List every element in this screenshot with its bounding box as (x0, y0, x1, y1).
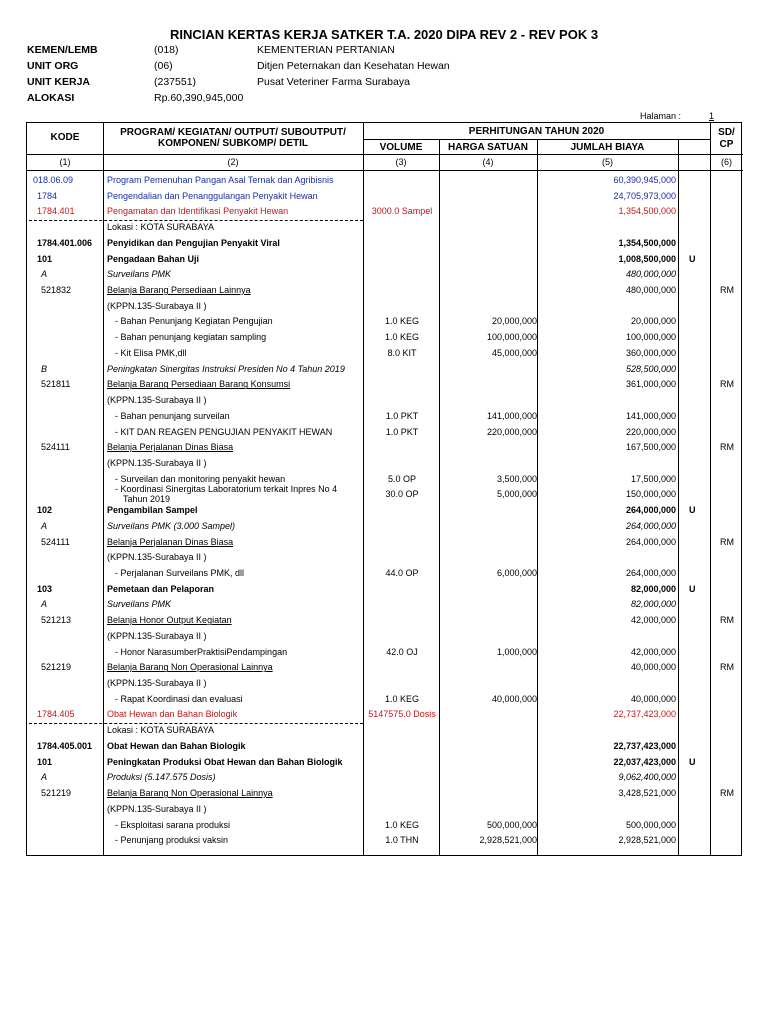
table-row (27, 660, 743, 676)
row-jumlah-biaya: 22,737,423,000 (613, 740, 676, 751)
meta-code: (018) (154, 44, 179, 56)
table-row (27, 362, 743, 378)
row-kode: 524111 (41, 442, 70, 453)
row-description: - Perjalanan Surveilans PMK, dll (115, 568, 245, 578)
row-description: (KPPN.135-Surabaya II ) (107, 395, 207, 406)
meta-name: Pusat Veteriner Farma Surabaya (257, 76, 410, 88)
row-description: Surveilans PMK (3.000 Sampel) (107, 520, 236, 531)
header-volume: VOLUME (379, 142, 423, 153)
row-jumlah-biaya: 82,000,000 (630, 599, 676, 610)
row-volume: 1.0 PKT (385, 426, 419, 437)
meta-key: UNIT ORG (27, 60, 79, 72)
table-row (27, 283, 743, 299)
row-description: - KIT DAN REAGEN PENGUJIAN PENYAKIT HEWAN (115, 426, 333, 437)
row-volume: 1.0 KEG (384, 819, 420, 830)
row-kode: 1784.401.006 (37, 237, 93, 248)
row-description: (KPPN.135-Surabaya II ) (107, 678, 207, 689)
row-jumlah-biaya: 17,500,000 (630, 473, 676, 484)
row-jumlah-biaya: 360,000,000 (625, 347, 676, 358)
row-description: Lokasi : KOTA SURABAYA (107, 222, 215, 233)
header-jumlah: JUMLAH BIAYA (570, 142, 645, 153)
row-jumlah-biaya: 264,000,000 (625, 536, 676, 547)
row-description: Surveilans PMK (107, 599, 172, 610)
row-kode: 102 (37, 505, 53, 516)
row-jumlah-biaya: 480,000,000 (625, 269, 676, 280)
table-row (27, 503, 743, 519)
row-harga-satuan: 20,000,000 (491, 316, 537, 327)
row-description: - Penunjang produksi vaksin (115, 835, 229, 846)
row-description: Lokasi : KOTA SURABAYA (107, 725, 215, 736)
table-row (27, 267, 743, 283)
row-volume: 1.0 PKT (385, 410, 419, 421)
row-description: (KPPN.135-Surabaya II ) (107, 803, 207, 814)
table-row (27, 220, 743, 236)
table-row (27, 550, 743, 566)
row-kode: B (41, 363, 48, 374)
row-harga-satuan: 6,000,000 (496, 568, 537, 578)
row-sd-cp: RM (720, 379, 734, 390)
row-jumlah-biaya: 141,000,000 (625, 410, 676, 421)
row-harga-satuan: 220,000,000 (486, 426, 537, 437)
row-jumlah-biaya: 22,037,423,000 (613, 756, 676, 767)
row-sd-cp: RM (720, 788, 734, 799)
meta-name: Ditjen Peternakan dan Kesehatan Hewan (257, 60, 450, 72)
row-jumlah-biaya: 220,000,000 (625, 426, 676, 437)
row-volume: 30.0 OP (385, 489, 419, 500)
row-description: Belanja Perjalanan Dinas Biasa (107, 442, 234, 453)
row-description: (KPPN.135-Surabaya II ) (107, 552, 207, 563)
table-row (27, 582, 743, 598)
table-row (27, 456, 743, 472)
document-title: RINCIAN KERTAS KERJA SATKER T.A. 2020 DIPA REV 2 - REV POK 3 (169, 27, 599, 42)
row-description: Surveilans PMK (107, 269, 172, 280)
table-row (27, 802, 743, 818)
row-volume: 5147575.0 Dosis (368, 709, 436, 720)
row-u-flag: U (689, 756, 696, 767)
row-description: Program Pemenuhan Pangan Asal Ternak dan Agribisnis (107, 175, 334, 185)
row-kode: 1784.405.001 (37, 740, 93, 751)
row-description: (KPPN.135-Surabaya II ) (107, 457, 207, 468)
row-jumlah-biaya: 20,000,000 (630, 316, 676, 327)
row-jumlah-biaya: 264,000,000 (625, 520, 676, 531)
halaman-label: Halaman : (640, 111, 682, 121)
row-sd-cp: RM (720, 615, 734, 626)
col-num-6: (6) (721, 157, 732, 167)
meta-name: KEMENTERIAN PERTANIAN (257, 44, 395, 56)
table-row (27, 676, 743, 692)
row-jumlah-biaya: 60,390,945,000 (613, 175, 676, 185)
row-jumlah-biaya: 264,000,000 (625, 568, 676, 578)
row-description: Belanja Honor Output Kegiatan (107, 615, 232, 626)
table-row (27, 833, 743, 849)
col-num-5: (5) (602, 157, 613, 167)
row-harga-satuan: 100,000,000 (486, 332, 537, 343)
row-jumlah-biaya: 9,062,400,000 (618, 772, 676, 783)
meta-code: Rp.60,390,945,000 (154, 92, 244, 104)
row-jumlah-biaya: 1,354,500,000 (618, 237, 676, 248)
row-kode: A (41, 269, 48, 280)
row-volume: 1.0 THN (385, 835, 419, 846)
row-kode: 1784 (37, 190, 58, 201)
header-program: PROGRAM/ KEGIATAN/ OUTPUT/ SUBOUTPUT/ KOMPONEN/ SUBKOMP/ DETIL (120, 127, 346, 149)
row-jumlah-biaya: 150,000,000 (625, 489, 676, 500)
row-kode: 521219 (41, 662, 72, 673)
row-jumlah-biaya: 100,000,000 (625, 332, 676, 343)
row-volume: 3000.0 Sampel (371, 206, 433, 217)
row-description: - Rapat Koordinasi dan evaluasi (115, 693, 243, 704)
row-sd-cp: RM (720, 442, 734, 453)
row-description: Penyidikan dan Pengujian Penyakit Viral (107, 237, 280, 248)
table-row (27, 299, 743, 315)
row-harga-satuan: 45,000,000 (491, 347, 537, 358)
table-row (27, 645, 743, 661)
table-row (27, 484, 743, 505)
table-row (27, 409, 743, 425)
budget-table (26, 122, 742, 856)
row-description: - Bahan Penunjang Kegiatan Pengujian (115, 316, 273, 327)
row-description: - Surveilan dan monitoring penyakit hewan (115, 473, 286, 484)
table-row (27, 818, 743, 834)
header-sdcp: SD/ CP (718, 127, 735, 150)
col-num-1: (1) (59, 157, 71, 167)
row-kode: 1784.401 (37, 206, 75, 217)
row-sd-cp: RM (720, 285, 734, 296)
table-row (27, 377, 743, 393)
table-row (27, 755, 743, 771)
table-row (27, 723, 743, 739)
row-jumlah-biaya: 40,000,000 (630, 693, 676, 704)
row-kode: 101 (37, 253, 53, 264)
row-volume: 8.0 KIT (387, 347, 417, 358)
row-description: Pengambilan Sampel (107, 505, 198, 516)
row-description: Belanja Barang Persediaan Barang Konsumsi (107, 379, 291, 390)
row-jumlah-biaya: 22,737,423,000 (613, 709, 676, 720)
meta-key: KEMEN/LEMB (27, 44, 98, 56)
row-kode: 521213 (41, 615, 72, 626)
row-description: Peningkatan Produksi Obat Hewan dan Bahan Biologik (107, 756, 343, 767)
row-jumlah-biaya: 1,354,500,000 (618, 206, 676, 217)
row-u-flag: U (689, 583, 696, 594)
col-num-4: (4) (482, 157, 494, 167)
row-kode: 524111 (41, 536, 70, 547)
row-kode: 018.06.09 (33, 175, 74, 185)
row-volume: 44.0 OP (385, 568, 419, 578)
halaman-number: 1 (709, 111, 715, 121)
table-row (27, 739, 743, 755)
table-row (27, 786, 743, 802)
row-description: - Eksploitasi sarana produksi (115, 819, 231, 830)
meta-code: (06) (154, 60, 173, 72)
row-description: (KPPN.135-Surabaya II ) (107, 300, 207, 311)
row-volume: 1.0 KEG (384, 332, 420, 343)
row-harga-satuan: 2,928,521,000 (479, 835, 537, 846)
row-description: Belanja Barang Non Operasional Lainnya (107, 662, 273, 673)
row-jumlah-biaya: 40,000,000 (630, 662, 676, 673)
row-sd-cp: RM (720, 662, 734, 673)
row-description: Pengamatan dan Identifikasi Penyakit Hewan (107, 206, 289, 217)
table-row (27, 236, 743, 252)
row-kode: 521832 (41, 285, 72, 296)
row-kode: A (41, 772, 48, 783)
row-jumlah-biaya: 42,000,000 (630, 646, 676, 657)
table-row (27, 173, 743, 189)
row-description: Pemetaan dan Pelaporan (107, 583, 215, 594)
table-row (27, 770, 743, 786)
header-kode: KODE (50, 132, 80, 143)
row-harga-satuan: 3,500,000 (496, 473, 537, 484)
row-description: - Koordinasi Sinergitas Laboratorium terkait Inpres No 4 Tahun 2019 (115, 484, 338, 505)
row-description: - Bahan penunjang surveilan (115, 410, 230, 421)
row-sd-cp: RM (720, 536, 734, 547)
table-row (27, 393, 743, 409)
table-row (27, 330, 743, 346)
row-kode: 1784.405 (37, 709, 75, 720)
row-harga-satuan: 500,000,000 (486, 819, 537, 830)
table-row (27, 346, 743, 362)
row-kode: 521811 (41, 379, 71, 390)
row-kode: A (41, 520, 48, 531)
table-row (27, 566, 743, 582)
row-description: Produksi (5.147.575 Dosis) (107, 772, 216, 783)
row-volume: 1.0 KEG (384, 693, 420, 704)
row-description: - Bahan penunjang kegiatan sampling (115, 332, 267, 343)
table-row (27, 252, 743, 268)
row-jumlah-biaya: 167,500,000 (625, 442, 676, 453)
row-jumlah-biaya: 500,000,000 (625, 819, 676, 830)
row-u-flag: U (689, 253, 696, 264)
row-jumlah-biaya: 480,000,000 (625, 285, 676, 296)
row-description: Obat Hewan dan Bahan Biologik (107, 740, 246, 751)
header-harga: HARGA SATUAN (448, 142, 528, 153)
table-row (27, 314, 743, 330)
row-volume: 42.0 OJ (386, 646, 418, 657)
header-perhitungan: PERHITUNGAN TAHUN 2020 (468, 126, 605, 137)
row-description: Obat Hewan dan Bahan Biologik (107, 709, 238, 720)
row-harga-satuan: 5,000,000 (496, 489, 537, 500)
table-row (27, 189, 743, 205)
row-jumlah-biaya: 1,008,500,000 (618, 253, 676, 264)
row-description: Belanja Perjalanan Dinas Biasa (107, 536, 234, 547)
row-kode: 521219 (41, 788, 72, 799)
row-jumlah-biaya: 361,000,000 (625, 379, 676, 390)
table-row (27, 692, 743, 708)
row-jumlah-biaya: 3,428,521,000 (618, 788, 676, 799)
table-row (27, 613, 743, 629)
table-row (27, 519, 743, 535)
row-jumlah-biaya: 42,000,000 (630, 615, 676, 626)
table-row (27, 425, 743, 441)
meta-key: ALOKASI (27, 92, 75, 104)
table-row (27, 629, 743, 645)
row-description: (KPPN.135-Surabaya II ) (107, 630, 207, 641)
row-u-flag: U (689, 505, 696, 516)
row-description: Belanja Barang Non Operasional Lainnya (107, 788, 273, 799)
row-jumlah-biaya: 528,500,000 (625, 363, 676, 374)
table-row (27, 440, 743, 456)
row-kode: 101 (37, 756, 53, 767)
row-description: - Honor NarasumberPraktisiPendampingan (115, 646, 288, 657)
row-jumlah-biaya: 2,928,521,000 (618, 835, 676, 846)
table-row (27, 707, 743, 723)
table-row (27, 535, 743, 551)
meta-code: (237551) (154, 76, 197, 88)
row-description: Belanja Barang Persediaan Lainnya (107, 285, 251, 296)
row-volume: 1.0 KEG (384, 316, 420, 327)
row-kode: A (41, 599, 48, 610)
row-description: Pengadaan Bahan Uji (107, 253, 200, 264)
row-jumlah-biaya: 24,705,973,000 (613, 190, 676, 201)
row-description: Pengendalian dan Penanggulangan Penyakit Hewan (107, 190, 318, 201)
col-num-2: (2) (227, 157, 239, 167)
row-harga-satuan: 40,000,000 (491, 693, 537, 704)
row-jumlah-biaya: 264,000,000 (625, 505, 676, 516)
row-jumlah-biaya: 82,000,000 (630, 583, 676, 594)
row-harga-satuan: 1,000,000 (496, 646, 537, 657)
row-volume: 5.0 OP (387, 473, 416, 484)
table-row (27, 597, 743, 613)
row-description: Peningkatan Sinergitas Instruksi Presiden No 4 Tahun 2019 (107, 363, 345, 374)
row-kode: 103 (37, 583, 53, 594)
row-description: - Kit Elisa PMK,dll (115, 347, 187, 358)
col-num-3: (3) (395, 157, 407, 167)
meta-key: UNIT KERJA (27, 76, 91, 88)
table-row (27, 204, 743, 220)
row-harga-satuan: 141,000,000 (486, 410, 537, 421)
